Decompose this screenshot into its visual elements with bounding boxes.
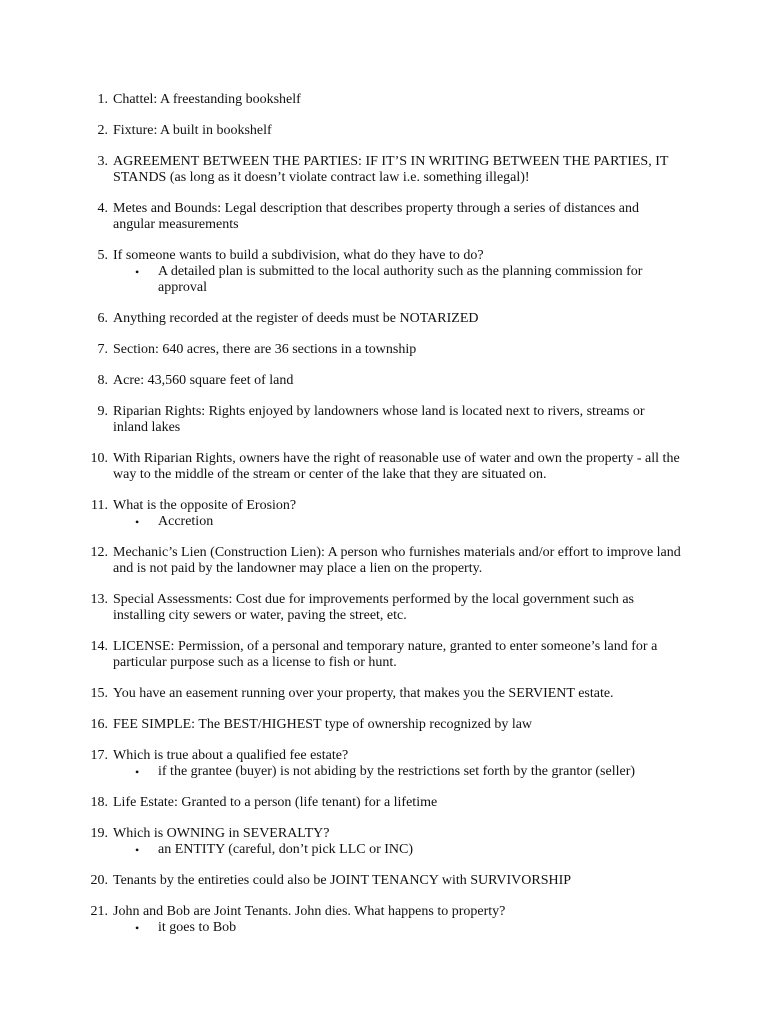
item-text: Mechanic’s Lien (Construction Lien): A person who furnishes materials and/or effort to improve land and is not paid by the landowner may place a lien on the property. xyxy=(113,545,681,576)
sub-bullet-text: it goes to Bob xyxy=(158,920,237,935)
bullet-icon: • xyxy=(135,843,140,857)
list-item xyxy=(0,342,768,358)
list-item xyxy=(0,373,768,389)
bullet-icon: • xyxy=(135,921,140,935)
item-number: 4. xyxy=(97,201,108,216)
item-number: 8. xyxy=(97,373,108,388)
sub-bullet xyxy=(113,920,682,936)
item-number: 5. xyxy=(97,248,108,263)
list-item xyxy=(0,311,768,327)
item-text: Which is true about a qualified fee estate? xyxy=(113,748,349,763)
list-item xyxy=(0,123,768,139)
list-item xyxy=(0,154,768,186)
bullet-icon: • xyxy=(135,765,140,779)
item-text: Tenants by the entireties could also be JOINT TENANCY with SURVIVORSHIP xyxy=(113,873,572,888)
list-item xyxy=(0,498,768,530)
item-text: What is the opposite of Erosion? xyxy=(113,498,297,513)
list-item xyxy=(0,639,768,671)
item-number: 20. xyxy=(90,873,108,888)
list-item xyxy=(0,748,768,780)
sub-bullet xyxy=(113,842,682,858)
item-number: 16. xyxy=(90,717,108,732)
sub-bullet-list xyxy=(113,764,682,780)
bullet-icon: • xyxy=(135,515,140,529)
item-number: 18. xyxy=(90,795,108,810)
item-text: Riparian Rights: Rights enjoyed by landowners whose land is located next to rivers, streams or inland lakes xyxy=(113,404,645,435)
list-item xyxy=(0,451,768,483)
sub-bullet xyxy=(113,264,682,296)
item-number: 11. xyxy=(91,498,108,513)
item-number: 10. xyxy=(90,451,108,466)
item-text: John and Bob are Joint Tenants. John dies. What happens to property? xyxy=(113,904,506,919)
numbered-list xyxy=(0,92,768,951)
item-text: FEE SIMPLE: The BEST/HIGHEST type of ownership recognized by law xyxy=(113,717,533,732)
item-text: Special Assessments: Cost due for improvements performed by the local government such as installing city sewers or water, paving the street, etc. xyxy=(113,592,635,623)
item-number: 1. xyxy=(97,92,108,107)
sub-bullet-text: Accretion xyxy=(158,514,214,529)
sub-bullet xyxy=(113,514,682,530)
item-number: 9. xyxy=(97,404,108,419)
item-text: Acre: 43,560 square feet of land xyxy=(113,373,294,388)
list-item xyxy=(0,248,768,296)
sub-bullet-list xyxy=(113,264,682,296)
item-text: Life Estate: Granted to a person (life tenant) for a lifetime xyxy=(113,795,438,810)
bullet-icon: • xyxy=(135,265,140,279)
item-text: You have an easement running over your property, that makes you the SERVIENT estate. xyxy=(113,686,614,701)
item-number: 13. xyxy=(90,592,108,607)
item-number: 17. xyxy=(90,748,108,763)
list-item xyxy=(0,795,768,811)
item-text: Chattel: A freestanding bookshelf xyxy=(113,92,301,107)
list-item xyxy=(0,404,768,436)
item-number: 21. xyxy=(90,904,108,919)
list-item xyxy=(0,92,768,108)
item-number: 12. xyxy=(90,545,108,560)
item-number: 15. xyxy=(90,686,108,701)
item-text: Which is OWNING in SEVERALTY? xyxy=(113,826,330,841)
sub-bullet xyxy=(113,764,682,780)
item-number: 14. xyxy=(90,639,108,654)
item-text: AGREEMENT BETWEEN THE PARTIES: IF IT’S IN WRITING BETWEEN THE PARTIES, IT STANDS (as long as it doesn’t violate contract law i.e. something illegal)! xyxy=(113,154,669,185)
item-text: If someone wants to build a subdivision, what do they have to do? xyxy=(113,248,484,263)
sub-bullet-list xyxy=(113,514,682,530)
item-number: 2. xyxy=(97,123,108,138)
item-text: Metes and Bounds: Legal description that describes property through a series of distances and angular measurements xyxy=(113,201,640,232)
item-number: 3. xyxy=(97,154,108,169)
sub-bullet-text: if the grantee (buyer) is not abiding by the restrictions set forth by the grantor (seller) xyxy=(158,764,636,779)
sub-bullet-list xyxy=(113,920,682,936)
item-number: 7. xyxy=(97,342,108,357)
item-number: 19. xyxy=(90,826,108,841)
item-text: Anything recorded at the register of deeds must be NOTARIZED xyxy=(113,311,479,326)
item-text: With Riparian Rights, owners have the right of reasonable use of water and own the property - all the way to the middle of the stream or center of the lake that they are situated on. xyxy=(113,451,680,482)
sub-bullet-text: an ENTITY (careful, don’t pick LLC or INC) xyxy=(158,842,414,857)
list-item xyxy=(0,201,768,233)
list-item xyxy=(0,545,768,577)
list-item xyxy=(0,904,768,936)
item-text: Fixture: A built in bookshelf xyxy=(113,123,272,138)
list-item xyxy=(0,686,768,702)
list-item xyxy=(0,826,768,858)
item-number: 6. xyxy=(97,311,108,326)
sub-bullet-text: A detailed plan is submitted to the local authority such as the planning commission for approval xyxy=(158,264,643,295)
item-text: Section: 640 acres, there are 36 sections in a township xyxy=(113,342,417,357)
item-text: LICENSE: Permission, of a personal and temporary nature, granted to enter someone’s land for a particular purpose such as a license to fish or hunt. xyxy=(113,639,658,670)
list-item xyxy=(0,717,768,733)
list-item xyxy=(0,873,768,889)
list-item xyxy=(0,592,768,624)
sub-bullet-list xyxy=(113,842,682,858)
